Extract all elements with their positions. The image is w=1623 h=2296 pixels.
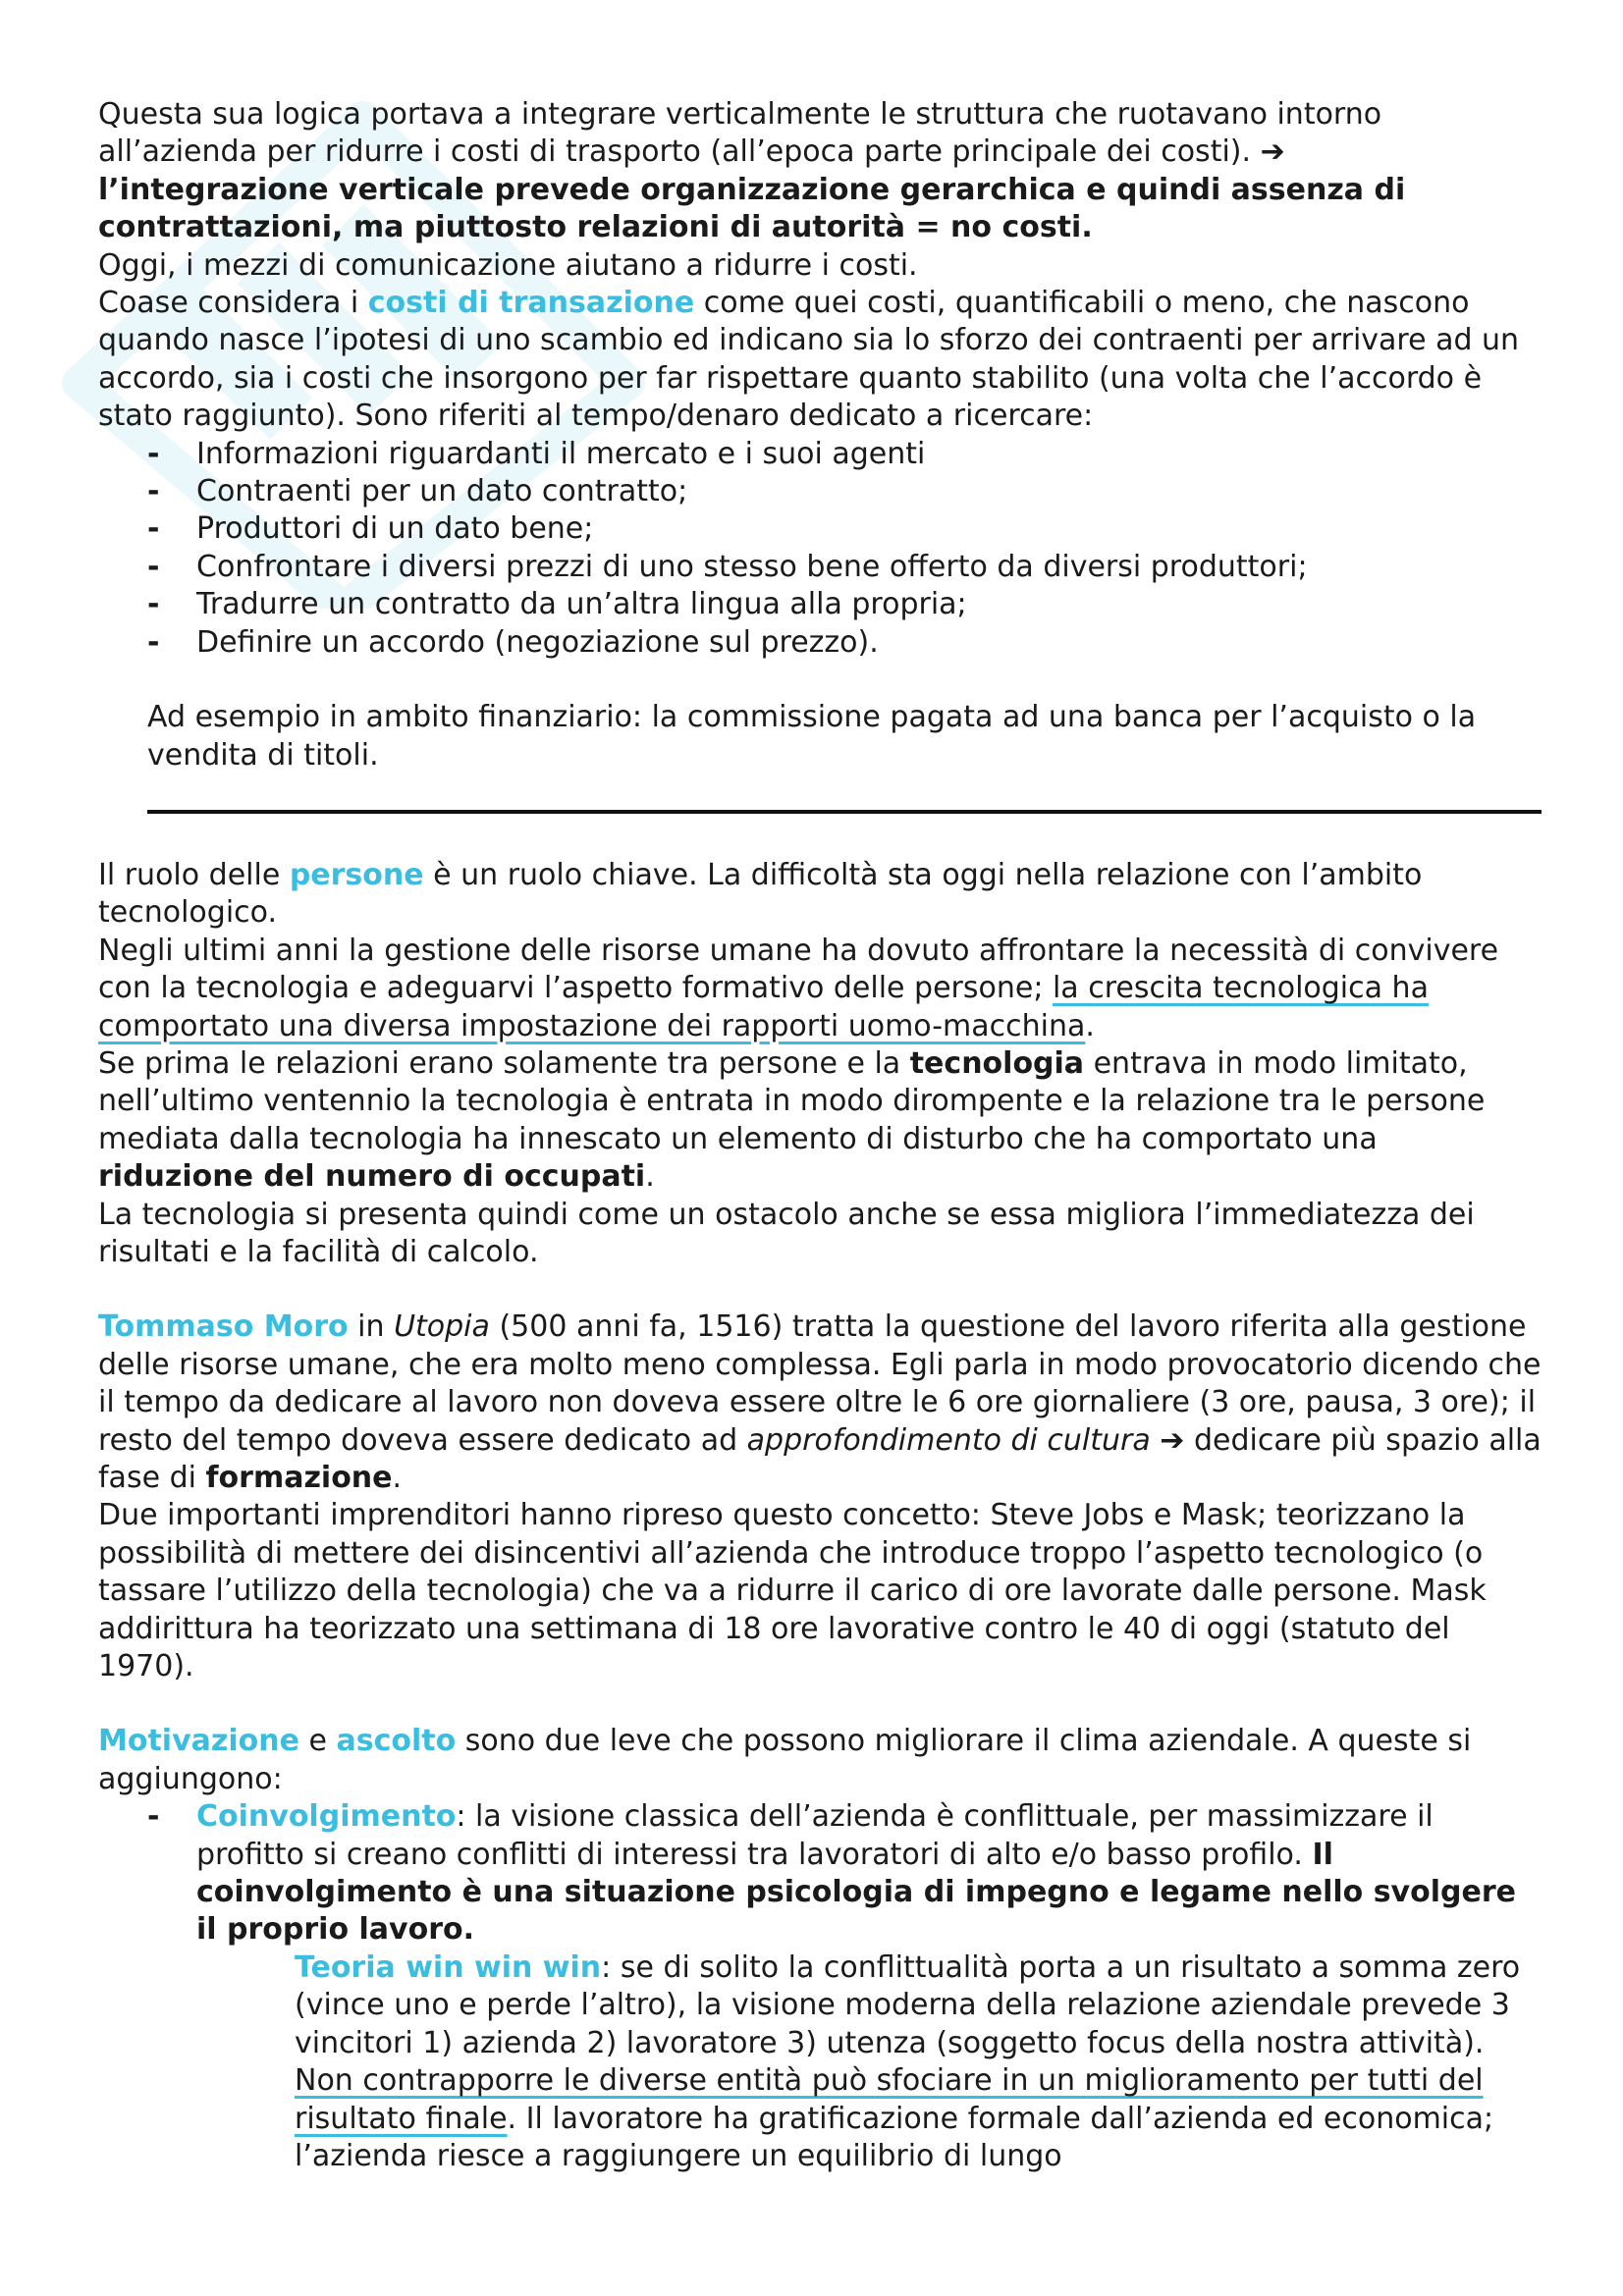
transaction-costs-list bbox=[98, 436, 1542, 662]
list-item: - Tradurre un contratto da un’altra lingua alla propria; bbox=[196, 586, 1542, 623]
list-item: - Produttori di un dato bene; bbox=[196, 510, 1542, 548]
bold-statement: l’integrazione verticale prevede organizzazione gerarchica e quindi assenza di contrattazioni, ma piuttosto relazioni di autorità = no costi. bbox=[98, 172, 1406, 245]
levers-list bbox=[98, 1798, 1542, 1949]
term-persone: persone bbox=[289, 857, 424, 892]
paragraph-communication: Oggi, i mezzi di comunicazione aiutano a ridurre i costi. bbox=[98, 247, 918, 283]
paragraph-technology-impact: Se prima le relazioni erano solamente tra persone e la tecnologia entrava in modo limitato, nell’ultimo ventennio la tecnologia è entrata in modo dirompente e la relazione tra le persone mediata dalla tecnologia ha innescato un elemento di disturbo che ha comportato una riduzione del numero di occupati. bbox=[98, 1045, 1486, 1195]
paragraph-win-win-win: Teoria win win win: se di solito la conflittualità porta a un risultato a somma zero (vince uno e perde l’altro), la visione moderna della relazione aziendale prevede 3 vincitori 1) azienda 2) lavoratore 3) utenza (soggetto focus della nostra attività). Non contrapporre le diverse entità può sfociare in un miglioramento per tutti del risultato finale. Il lavoratore ha gratificazione formale dall’azienda ed economica; l’azienda riesce a raggiungere un equilibrio di lungo bbox=[295, 1949, 1521, 2173]
term-coinvolgimento: Coinvolgimento bbox=[196, 1799, 457, 1835]
paragraph-hr-technology: Negli ultimi anni la gestione delle risorse umane ha dovuto affrontare la necessità di convivere con la tecnologia e adeguarvi l’aspetto formativo delle persone; la crescita tecnologica ha comportato una diversa impostazione dei rapporti uomo-macchina. bbox=[98, 933, 1499, 1043]
term-ascolto: ascolto bbox=[336, 1724, 457, 1759]
list-item: - Definire un accordo (negoziazione sul prezzo). bbox=[196, 624, 1542, 662]
paragraph-tommaso-moro: Tommaso Moro in Utopia (500 anni fa, 1516) tratta la questione del lavoro riferita alla gestione delle risorse umane, che era molto meno complessa. Egli parla in modo provocatorio dicendo che il tempo da dedicare al lavoro non doveva essere oltre le 6 ore giornaliere (3 ore, pausa, 3 ore); il resto del tempo doveva essere dedicato ad approfondimento di cultura ➔ dedicare più spazio alla fase di formazione. bbox=[98, 1309, 1542, 1495]
horizontal-divider bbox=[147, 810, 1542, 814]
term-tommaso-moro: Tommaso Moro bbox=[98, 1309, 349, 1345]
paragraph-technology-obstacle: La tecnologia si presenta quindi come un ostacolo anche se essa migliora l’immediatezza dei risultati e la facilità di calcolo. bbox=[98, 1197, 1475, 1269]
list-item: - Confrontare i diversi prezzi di uno stesso bene offerto da diversi produttori; bbox=[196, 549, 1542, 586]
list-item: - Coinvolgimento: la visione classica dell’azienda è conflittuale, per massimizzare il profitto si creano conflitti di interessi tra lavoratori di alto e/o basso profilo. Il coinvolgimento è una situazione psicologia di impegno e legame nello svolgere il proprio lavoro. bbox=[196, 1798, 1542, 1949]
list-item: - Informazioni riguardanti il mercato e i suoi agenti bbox=[196, 436, 1542, 473]
paragraph-vertical-integration: Questa sua logica portava a integrare verticalmente le struttura che ruotavano intorno all’azienda per ridurre i costi di trasporto (all’epoca parte principale dei costi). ➔ l’integrazione verticale prevede organizzazione gerarchica e quindi assenza di contrattazioni, ma piuttosto relazioni di autorità = no costi. bbox=[98, 97, 1406, 245]
paragraph-motivation: Motivazione e ascolto sono due leve che possono migliorare il clima aziendale. A queste si aggiungono: bbox=[98, 1724, 1472, 1796]
paragraph-entrepreneurs: Due importanti imprenditori hanno ripreso questo concetto: Steve Jobs e Mask; teorizzano la possibilità di mettere dei disincentivi all’azienda che introduce troppo l’aspetto tecnologico (o tassare l’utilizzo della tecnologia) che va a ridurre il carico di ore lavorate dalle persone. Mask addirittura ha teorizzato una settimana di 18 ore lavorative contro le 40 di oggi (statuto del 1970). bbox=[98, 1498, 1487, 1684]
term-win-win-win: Teoria win win win bbox=[295, 1949, 602, 1985]
paragraph-example: Ad esempio in ambito finanziario: la commissione pagata ad una banca per l’acquisto o la vendita di titoli. bbox=[147, 700, 1477, 773]
list-item: - Contraenti per un dato contratto; bbox=[196, 473, 1542, 510]
underlined-text: la crescita tecnologica ha comportato una diversa impostazione dei rapporti uomo-macchina bbox=[98, 971, 1429, 1043]
underlined-text: Non contrapporre le diverse entità può sfociare in un miglioramento per tutti del risultato finale bbox=[295, 2063, 1484, 2136]
paragraph-coase: Coase considera i costi di transazione come quei costi, quantificabili o meno, che nascono quando nasce l’ipotesi di uno scambio ed indicano sia lo sforzo dei contraenti per arrivare ad un accordo, sia i costi che insorgono per far rispettare quanto stabilito (una volta che l’accordo è stato raggiunto). Sono riferiti al tempo/denaro dedicato a ricercare: bbox=[98, 286, 1520, 434]
term-motivazione: Motivazione bbox=[98, 1724, 299, 1759]
term-transaction-costs: costi di transazione bbox=[367, 286, 695, 321]
paragraph-people: Il ruolo delle persone è un ruolo chiave. La difficoltà sta oggi nella relazione con l’ambito tecnologico. bbox=[98, 857, 1423, 931]
document-page bbox=[98, 96, 1542, 2175]
